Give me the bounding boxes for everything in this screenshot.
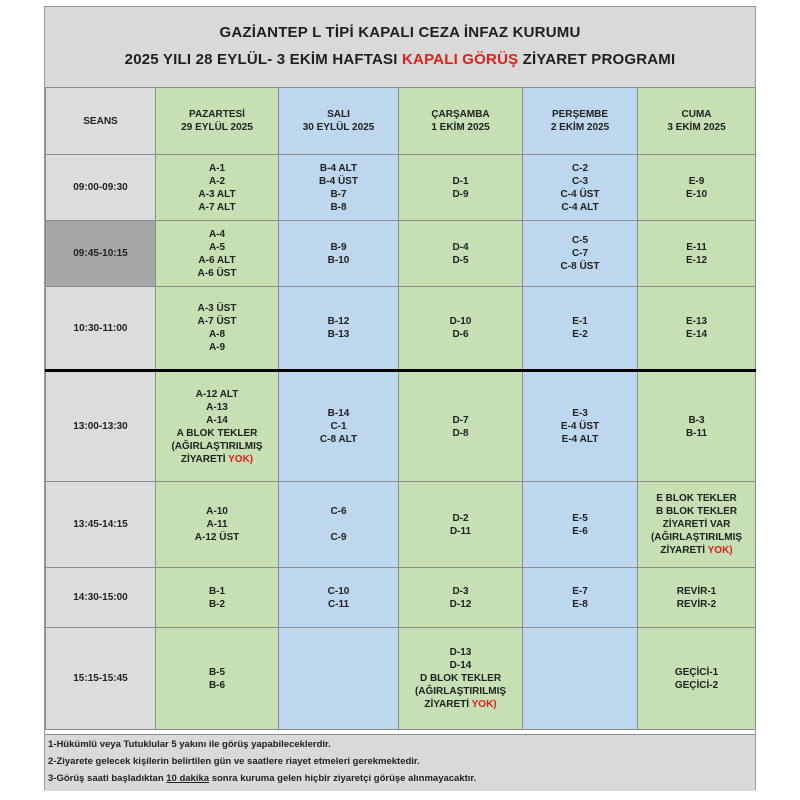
time-slot: 13:00-13:30	[46, 371, 156, 482]
schedule-cell: GEÇİCİ-1 GEÇİCİ-2	[638, 628, 756, 730]
schedule-cell	[523, 628, 638, 730]
schedule-cell: E-11 E-12	[638, 221, 756, 287]
schedule-cell: B-9 B-10	[279, 221, 399, 287]
program-title	[45, 51, 755, 68]
schedule-cell: A-1 A-2 A-3 ALT A-7 ALT	[156, 155, 279, 221]
schedule-cell: D-1 D-9	[399, 155, 523, 221]
schedule-cell: C-6 C-9	[279, 482, 399, 568]
table-row	[46, 287, 756, 371]
time-slot: 15:15-15:45	[46, 628, 156, 730]
schedule-cell: E BLOK TEKLER B BLOK TEKLER ZİYARETİ VAR (AĞIRLAŞTIRILMIŞ ZİYARETİ YOK)	[638, 482, 756, 568]
schedule-cell: D-3 D-12	[399, 568, 523, 628]
schedule-cell: B-5 B-6	[156, 628, 279, 730]
schedule-cell: E-13 E-14	[638, 287, 756, 371]
schedule-cell: D-13 D-14 D BLOK TEKLER (AĞIRLAŞTIRILMIŞ ZİYARETİ YOK)	[399, 628, 523, 730]
schedule-cell: E-1 E-2	[523, 287, 638, 371]
no-visit-flag: YOK)	[707, 545, 733, 556]
schedule-cell: A-10 A-11 A-12 ÜST	[156, 482, 279, 568]
time-slot: 09:00-09:30	[46, 155, 156, 221]
schedule-cell: D-2 D-11	[399, 482, 523, 568]
program-title-end: ZİYARET PROGRAMI	[518, 51, 676, 68]
day-header-thursday: PERŞEMBE 2 EKİM 2025	[523, 88, 638, 155]
day-header-monday: PAZARTESİ 29 EYLÜL 2025	[156, 88, 279, 155]
schedule-cell: E-5 E-6	[523, 482, 638, 568]
schedule-cell: B-3 B-11	[638, 371, 756, 482]
no-visit-flag: YOK)	[228, 453, 254, 465]
day-header-wednesday: ÇARŞAMBA 1 EKİM 2025	[399, 88, 523, 155]
header-row	[46, 88, 756, 155]
time-slot: 13:45-14:15	[46, 482, 156, 568]
table-row	[46, 568, 756, 628]
schedule-cell: REVİR-1 REVİR-2	[638, 568, 756, 628]
visit-schedule-sheet	[44, 6, 756, 790]
schedule-table	[45, 87, 756, 730]
schedule-cell: A-4 A-5 A-6 ALT A-6 ÜST	[156, 221, 279, 287]
schedule-cell	[279, 628, 399, 730]
notes-footer	[45, 734, 755, 791]
schedule-cell: D-7 D-8	[399, 371, 523, 482]
time-slot: 10:30-11:00	[46, 287, 156, 371]
table-row	[46, 221, 756, 287]
schedule-cell: E-3 E-4 ÜST E-4 ALT	[523, 371, 638, 482]
schedule-cell: C-10 C-11	[279, 568, 399, 628]
institution-title: GAZİANTEP L TİPİ KAPALI CEZA İNFAZ KURUMU	[219, 24, 581, 41]
title-banner	[45, 7, 755, 88]
schedule-cell: B-12 B-13	[279, 287, 399, 371]
program-title-week: 2025 YILI 28 EYLÜL- 3 EKİM HAFTASI	[124, 51, 403, 68]
schedule-cell: E-7 E-8	[523, 568, 638, 628]
note-3: 3-Görüş saati başladıktan 10 dakika sonra kuruma gelen hiçbir ziyaretçi görüşe alınmayacaktır.	[48, 773, 477, 784]
schedule-cell: A-12 ALT A-13 A-14 A BLOK TEKLER (AĞIRLAŞTIRILMIŞ ZİYARETİ YOK)	[156, 371, 279, 482]
day-header-tuesday: SALI 30 EYLÜL 2025	[279, 88, 399, 155]
schedule-cell: C-5 C-7 C-8 ÜST	[523, 221, 638, 287]
schedule-cell: B-1 B-2	[156, 568, 279, 628]
schedule-cell: B-4 ALT B-4 ÜST B-7 B-8	[279, 155, 399, 221]
table-row	[46, 155, 756, 221]
seans-header: SEANS	[46, 88, 156, 155]
time-slot: 14:30-15:00	[46, 568, 156, 628]
day-header-friday: CUMA 3 EKİM 2025	[638, 88, 756, 155]
note-2: 2-Ziyarete gelecek kişilerin belirtilen gün ve saatlere riayet etmeleri gerekmektedir.	[48, 756, 420, 767]
schedule-cell: D-10 D-6	[399, 287, 523, 371]
time-slot: 09:45-10:15	[46, 221, 156, 287]
schedule-cell: B-14 C-1 C-8 ALT	[279, 371, 399, 482]
schedule-cell: C-2 C-3 C-4 ÜST C-4 ALT	[523, 155, 638, 221]
schedule-cell: E-9 E-10	[638, 155, 756, 221]
table-row	[46, 482, 756, 568]
table-row	[46, 628, 756, 730]
schedule-cell: D-4 D-5	[399, 221, 523, 287]
note-1: 1-Hükümlü veya Tutuklular 5 yakını ile görüş yapabileceklerdir.	[48, 739, 331, 750]
schedule-cell: A-3 ÜST A-7 ÜST A-8 A-9	[156, 287, 279, 371]
table-row	[46, 371, 756, 482]
program-title-highlight: KAPALI GÖRÜŞ	[402, 51, 519, 68]
no-visit-flag: YOK)	[471, 699, 497, 710]
